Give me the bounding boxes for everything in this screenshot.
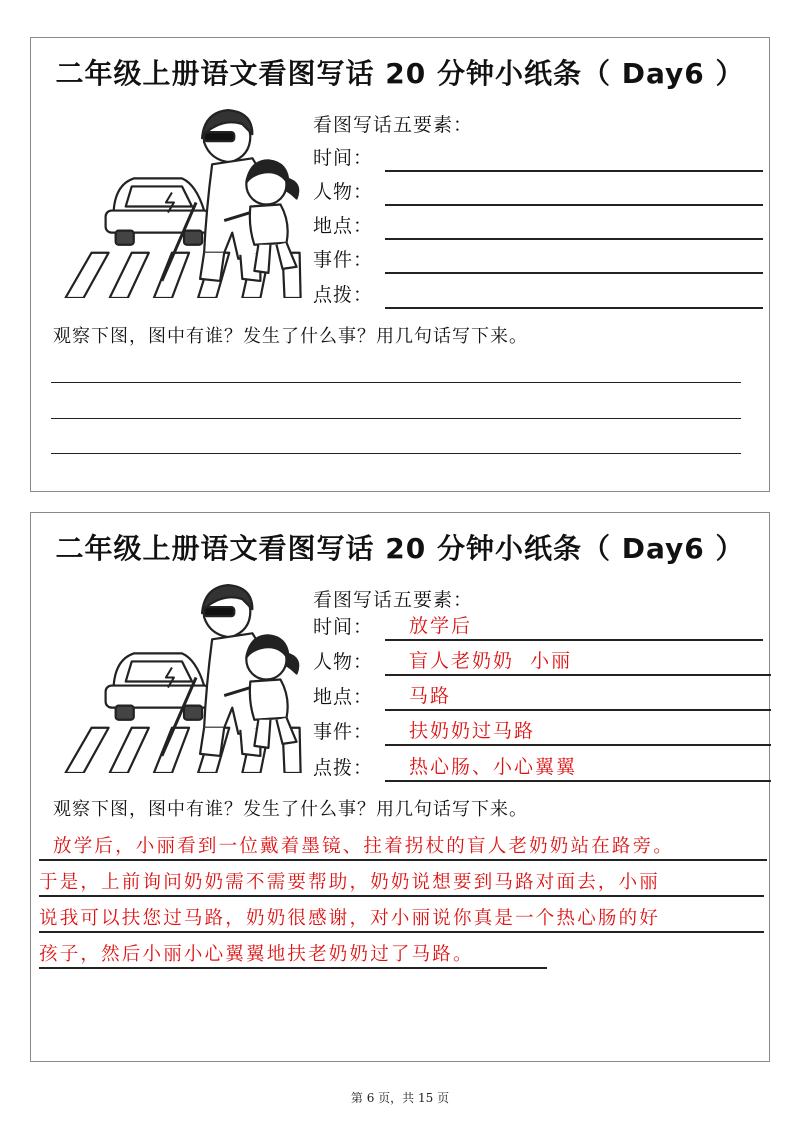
answer-worksheet-card [30,512,770,1062]
answer-underline [39,931,764,933]
elements-heading: 看图写话五要素： [313,589,474,611]
answer-passage-line [39,829,764,861]
answer-underline [39,859,767,861]
answer-passage-text: 孩子，然后小丽小心翼翼地扶老奶奶过了马路。 [39,944,474,965]
writing-line[interactable] [51,418,741,419]
answer-underline [39,895,764,897]
writing-prompt: 观察下图，图中有谁？发生了什么事？用几句话写下来。 [53,326,528,347]
page-footer: 第 6 页，共 15 页 [350,1091,450,1105]
event-label: 事件： [313,721,374,743]
answer-passage-line [39,901,764,933]
time-field[interactable] [313,142,763,172]
people-label: 人物： [313,181,374,203]
worksheet-title: 二年级上册语文看图写话 20 分钟小纸条（ Day6 ） [55,57,745,90]
people-field[interactable] [313,176,763,206]
crosswalk-illustration [53,102,315,298]
event-label: 事件： [313,249,374,271]
time-label: 时间： [313,147,374,169]
place-label: 地点： [313,215,374,237]
place-line [385,238,763,240]
people-label: 人物： [313,651,374,673]
place-answer: 马路 [409,685,452,707]
crosswalk-illustration [53,577,315,773]
tip-field[interactable] [313,279,763,309]
event-field[interactable] [313,716,763,746]
people-field[interactable] [313,646,763,676]
place-field[interactable] [313,681,763,711]
answer-passage-text: 放学后，小丽看到一位戴着墨镜、拄着拐杖的盲人老奶奶站在路旁。 [53,836,675,857]
tip-label: 点拨： [313,284,374,306]
people-answer: 盲人老奶奶 小丽 [409,650,573,672]
time-field[interactable] [313,611,763,641]
tip-label: 点拨： [313,757,374,779]
tip-answer: 热心肠、小心翼翼 [409,756,578,778]
people-line [385,674,771,676]
tip-field[interactable] [313,752,763,782]
people-line [385,204,763,206]
worksheet-title: 二年级上册语文看图写话 20 分钟小纸条（ Day6 ） [55,532,745,565]
answer-underline [39,967,547,969]
time-answer: 放学后 [409,615,473,637]
tip-line [385,307,763,309]
writing-prompt: 观察下图，图中有谁？发生了什么事？用几句话写下来。 [53,799,528,820]
writing-line[interactable] [51,382,741,383]
time-line [385,170,763,172]
event-answer: 扶奶奶过马路 [409,720,536,742]
blank-worksheet-card [30,37,770,492]
answer-passage-line [39,937,764,969]
elements-heading: 看图写话五要素： [313,114,474,136]
place-label: 地点： [313,686,374,708]
place-line [385,709,771,711]
event-field[interactable] [313,244,763,274]
writing-line[interactable] [51,453,741,454]
time-line [385,639,763,641]
answer-passage-text: 于是，上前询问奶奶需不需要帮助，奶奶说想要到马路对面去，小丽 [39,872,661,893]
event-line [385,744,771,746]
time-label: 时间： [313,616,374,638]
event-line [385,272,763,274]
answer-passage-text: 说我可以扶您过马路，奶奶很感谢，对小丽说你真是一个热心肠的好 [39,908,661,929]
answer-passage-line [39,865,764,897]
place-field[interactable] [313,210,763,240]
tip-line [385,780,771,782]
